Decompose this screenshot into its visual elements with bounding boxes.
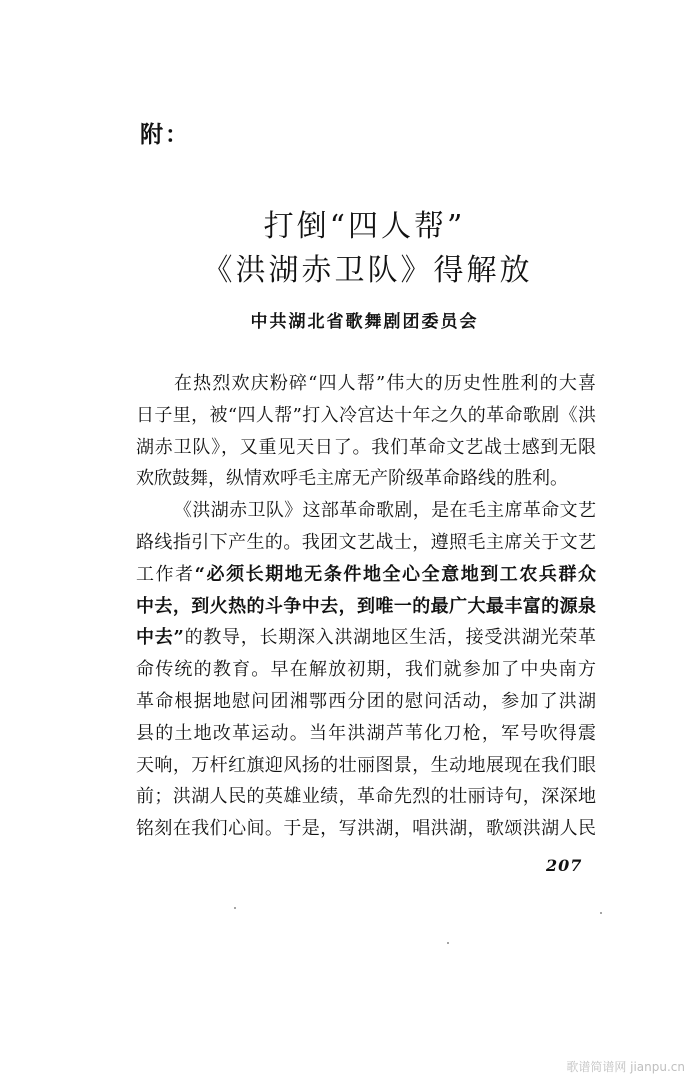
- article-body: [136, 368, 596, 845]
- body-line-with-quote: [136, 622, 596, 654]
- page-number: 207: [546, 856, 583, 875]
- body-line: 前；洪湖人民的英雄业绩，革命先烈的壮丽诗句，深深地: [136, 786, 596, 808]
- body-line: 天响，万杆红旗迎风扬的壮丽图景，生动地展现在我们眼: [136, 754, 596, 776]
- body-line: 县的土地改革运动。当年洪湖芦苇化刀枪，军号吹得震: [136, 722, 596, 744]
- scan-speck: [600, 912, 602, 914]
- body-line: 在热烈欢庆粉碎“四人帮”伟大的历史性胜利的大喜: [174, 373, 596, 394]
- bold-quote-segment: “必须长期地无条件地全心全意地到工农兵群众: [194, 563, 596, 585]
- bold-quote-line: [136, 591, 596, 623]
- body-text-segment: 工作者: [136, 563, 195, 585]
- appendix-label: 附：: [140, 121, 190, 148]
- body-line: 革命根据地慰问团湘鄂西分团的慰问活动，参加了洪湖: [136, 690, 596, 712]
- body-line: 路线指引下产生的。我团文艺战士，遵照毛主席关于文艺: [136, 531, 596, 553]
- body-line: 铭刻在我们心间。于是，写洪湖，唱洪湖，歌颂洪湖人民: [136, 818, 596, 840]
- body-line-with-quote: [136, 559, 596, 591]
- article-title-line-2: 《洪湖赤卫队》得解放: [202, 253, 533, 288]
- body-line: 命传统的教育。早在解放初期，我们就参加了中央南方: [136, 659, 596, 681]
- site-watermark: 歌谱简谱网 jianpu.cn: [566, 1060, 685, 1074]
- body-line: 日子里，被“四人帮”打入冷宫达十年之久的革命歌剧《洪: [136, 404, 596, 426]
- article-title-line-1: 打倒“四人帮”: [263, 209, 466, 244]
- scan-speck: [447, 942, 449, 944]
- bold-quote-segment: 中去，到火热的斗争中去，到唯一的最广大最丰富的源泉: [136, 595, 596, 617]
- body-line: 欢欣鼓舞，纵情欢呼毛主席无产阶级革命路线的胜利。: [136, 468, 568, 490]
- scan-speck: [234, 907, 236, 909]
- body-line: 湖赤卫队》，又重见天日了。我们革命文艺战士感到无限: [136, 436, 596, 458]
- body-line: 《洪湖赤卫队》这部革命歌剧，是在毛主席革命文艺: [174, 500, 596, 522]
- article-author: 中共湖北省歌舞剧团委员会: [250, 312, 479, 332]
- body-text-segment: 的教导，长期深入洪湖地区生活，接受洪湖光荣革: [183, 627, 596, 649]
- bold-quote-segment: 中去”: [136, 627, 184, 649]
